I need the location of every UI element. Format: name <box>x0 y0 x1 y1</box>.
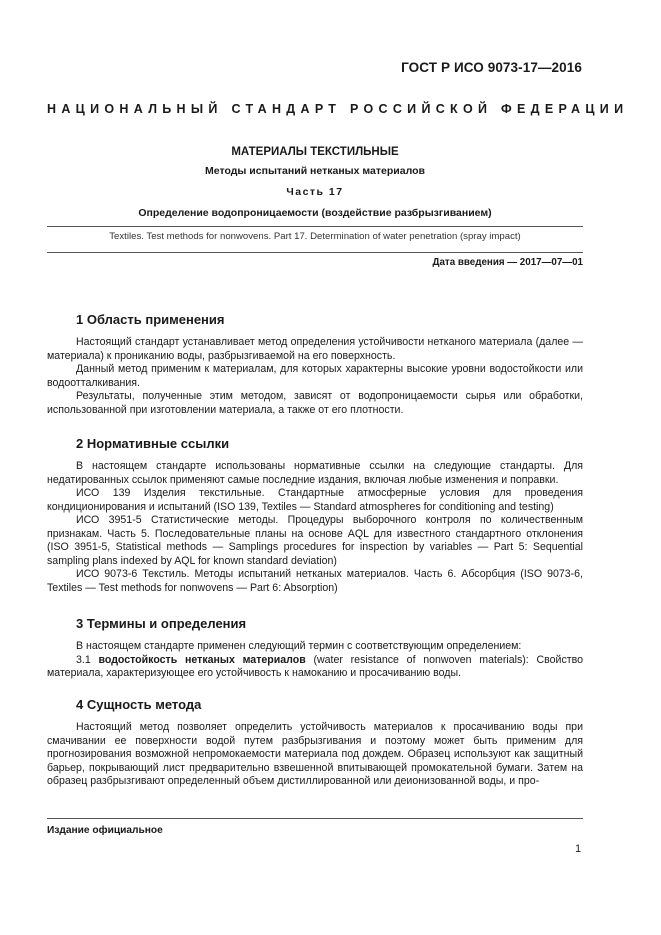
title-sub: Методы испытаний нетканых материалов <box>205 165 425 177</box>
reference-iso-9073-6: ИСО 9073-6 Текстиль. Методы испытаний нетканых материалов. Часть 6. Абсорбция (ISO 9073-6, Textiles — Test methods for nonwovens — Part 6: Absorption) <box>47 568 583 594</box>
title-part: Часть 17 <box>286 186 344 198</box>
title-main: МАТЕРИАЛЫ ТЕКСТИЛЬНЫЕ <box>231 146 399 158</box>
reference-iso-139: ИСО 139 Изделия текстильные. Стандартные атмосферные условия для проведения кондиционирования и испытаний (ISO 139, Textiles — Standard atmospheres for conditioning and testing) <box>47 487 583 513</box>
paragraph: Настоящий метод позволяет определить устойчивость материалов к просачиванию воды при смачивании ее поверхности водой путем разбрызгивания и поэтому может быть применим для прогнозирования возможной непромокаемости материала под дождем. Образец используют как защитный барьер, покрывающий лист предварительно взвешенной впитывающей промокательной бумаги. Затем на образец разбрызгивают определенный объем дистиллированной или деионизованной воды, и про- <box>47 721 583 788</box>
paragraph: В настоящем стандарте применен следующий термин с соответствующим определением: <box>76 640 522 652</box>
section-scope <box>47 310 583 417</box>
paragraph: Настоящий стандарт устанавливает метод определения устойчивости нетканого материала (далее — материала) к прониканию воды, разбрызгиваемой на его поверхность. <box>47 336 583 362</box>
term-text: (water resistance of nonwoven materials): Свойство материала, характеризующее его устойчивость к намоканию и просачиванию воды. <box>47 653 583 680</box>
section-body <box>47 336 583 417</box>
term-name: водостойкость нетканых материалов <box>98 653 306 666</box>
section-heading: 2 Нормативные ссылки <box>76 436 230 451</box>
section-body <box>47 640 583 681</box>
paragraph: Результаты, полученные этим методом, зависят от водопроницаемости сырья или обработки, использованной при изготовлении материала, а также от его плотности. <box>47 390 583 416</box>
section-heading: 3 Термины и определения <box>76 616 247 631</box>
divider <box>47 252 583 253</box>
section-body <box>47 721 583 789</box>
section-method-essence <box>47 695 583 789</box>
official-edition-label: Издание официальное <box>47 825 163 836</box>
term-number: 3.1 <box>76 653 91 666</box>
section-normative-references <box>47 434 583 595</box>
title-subject: Определение водопроницаемости (воздействие разбрызгиванием) <box>138 207 492 219</box>
paragraph: Данный метод применим к материалам, для которых характерны высокие уровни водостойкости или водоотталкивания. <box>47 363 583 389</box>
divider <box>47 226 583 227</box>
section-heading: 4 Сущность метода <box>76 697 202 712</box>
section-terms-definitions <box>47 614 583 681</box>
reference-iso-3951-5: ИСО 3951-5 Статистические методы. Процедуры выборочного контроля по количественным признакам. Часть 5. Последовательные планы на основе AQL для известного стандартного отклонения (ISO 3951-5, Statistical methods — Samplings procedures for inspection by variables — Part 5: Sequential sampling plans indexed by AQL for known standard deviation) <box>47 514 583 567</box>
section-heading: 1 Область применения <box>76 312 225 327</box>
section-body <box>47 460 583 595</box>
footer-divider <box>47 818 583 819</box>
page-number: 1 <box>575 843 581 855</box>
document-id: ГОСТ Р ИСО 9073-17—2016 <box>401 60 582 75</box>
introduction-date: Дата введения — 2017—07—01 <box>432 257 583 268</box>
national-standard-banner: НАЦИОНАЛЬНЫЙ СТАНДАРТ РОССИЙСКОЙ ФЕДЕРАЦИИ <box>47 102 629 116</box>
term-definition <box>47 654 583 681</box>
english-title: Textiles. Test methods for nonwovens. Part 17. Determination of water penetration (spray impact) <box>109 231 521 242</box>
paragraph: В настоящем стандарте использованы нормативные ссылки на следующие стандарты. Для недатированных ссылок применяют самые последние издания, включая любые изменения и поправки. <box>47 460 583 486</box>
